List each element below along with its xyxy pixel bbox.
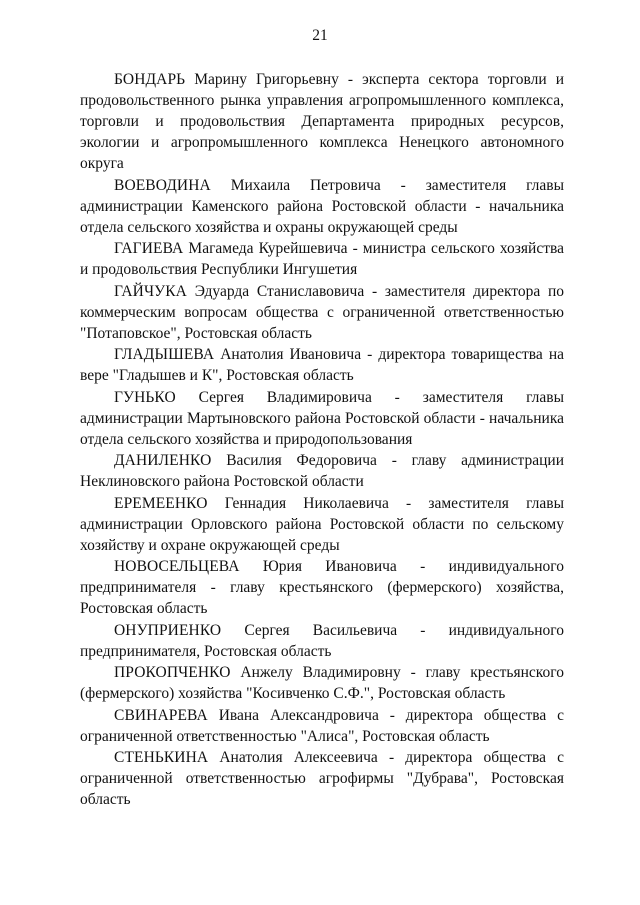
list-item <box>80 493 564 556</box>
entry-surname: ГАЙЧУКА <box>114 282 187 300</box>
entry-text: Анатолия Ивановича - директора товарищества на вере "Гладышев и К", Ростовская область <box>80 346 565 384</box>
list-item <box>80 747 564 810</box>
list-item <box>80 69 564 174</box>
entry-surname: ОНУПРИЕНКО <box>114 621 222 639</box>
entry-text: Геннадия Николаевича - заместителя главы администрации Орловского района Ростовской области по сельскому хозяйству и охране окружающей среды <box>80 494 564 554</box>
entry-text: Ивана Александровича - директора общества с ограниченной ответственностью "Алиса", Ростовская область <box>80 706 564 745</box>
entry-surname: ЕРЕМЕЕНКО <box>114 494 208 512</box>
entry-surname: СВИНАРЕВА <box>114 706 208 724</box>
list-item <box>80 450 564 492</box>
entry-surname: ГАГИЕВА <box>114 240 184 257</box>
entry-surname: НОВОСЕЛЬЦЕВА <box>114 558 240 575</box>
list-item <box>80 281 564 344</box>
awardee-list <box>80 69 564 811</box>
entry-text: Марину Григорьевну - эксперта сектора торговли и продовольственного рынка управления агропромышленного комплекса, торговли и продовольствия Департамента природных ресурсов, экологии и агропромышленного комплекса Ненецкого автономного округа <box>80 71 565 172</box>
entry-text: Сергея Васильевича - индивидуального предпринимателя, Ростовская область <box>80 621 564 660</box>
list-item <box>80 705 564 747</box>
page-number: 21 <box>312 27 328 44</box>
entry-text: Сергея Владимировича - заместителя главы администрации Мартыновского района Ростовской области - начальника отдела сельского хозяйства и природопользования <box>80 388 565 448</box>
entry-surname: ГУНЬКО <box>114 388 176 406</box>
list-item <box>80 620 564 662</box>
entry-text: Анатолия Алексеевича - директора общества с ограниченной ответственностью агрофирмы "Дубрава", Ростовская область <box>80 749 564 808</box>
entry-text: Магамеда Курейшевича - министра сельского хозяйства и продовольствия Республики Ингушетия <box>80 240 564 278</box>
entry-text: Юрия Ивановича - индивидуального предпринимателя - главу крестьянского (фермерского) хозяйства, Ростовская область <box>80 558 564 617</box>
entry-text: Анжелу Владимировну - главу крестьянского (фермерского) хозяйства "Косивченко С.Ф.", Ростовская область <box>80 664 565 702</box>
list-item <box>80 344 564 386</box>
entry-surname: ПРОКОПЧЕНКО <box>114 664 231 681</box>
list-item <box>80 387 564 450</box>
entry-surname: СТЕНЬКИНА <box>114 749 209 766</box>
entry-surname: ГЛАДЫШЕВА <box>114 346 215 363</box>
entry-text: Михаила Петровича - заместителя главы администрации Каменского района Ростовской области - начальника отдела сельского хозяйства и охраны окружающей среды <box>80 176 565 236</box>
list-item <box>80 556 564 619</box>
list-item <box>80 175 564 238</box>
entry-surname: ВОЕВОДИНА <box>114 176 211 194</box>
entry-text: Эдуарда Станиславовича - заместителя директора по коммерческим вопросам общества с ограниченной ответственностью "Потаповское", Ростовская область <box>80 282 565 342</box>
list-item <box>80 238 564 280</box>
entry-surname: ДАНИЛЕНКО <box>114 452 212 469</box>
entry-text: Василия Федоровича - главу администрации Неклиновского района Ростовской области <box>80 452 564 490</box>
list-item <box>80 662 564 704</box>
entry-surname: БОНДАРЬ <box>114 71 186 88</box>
